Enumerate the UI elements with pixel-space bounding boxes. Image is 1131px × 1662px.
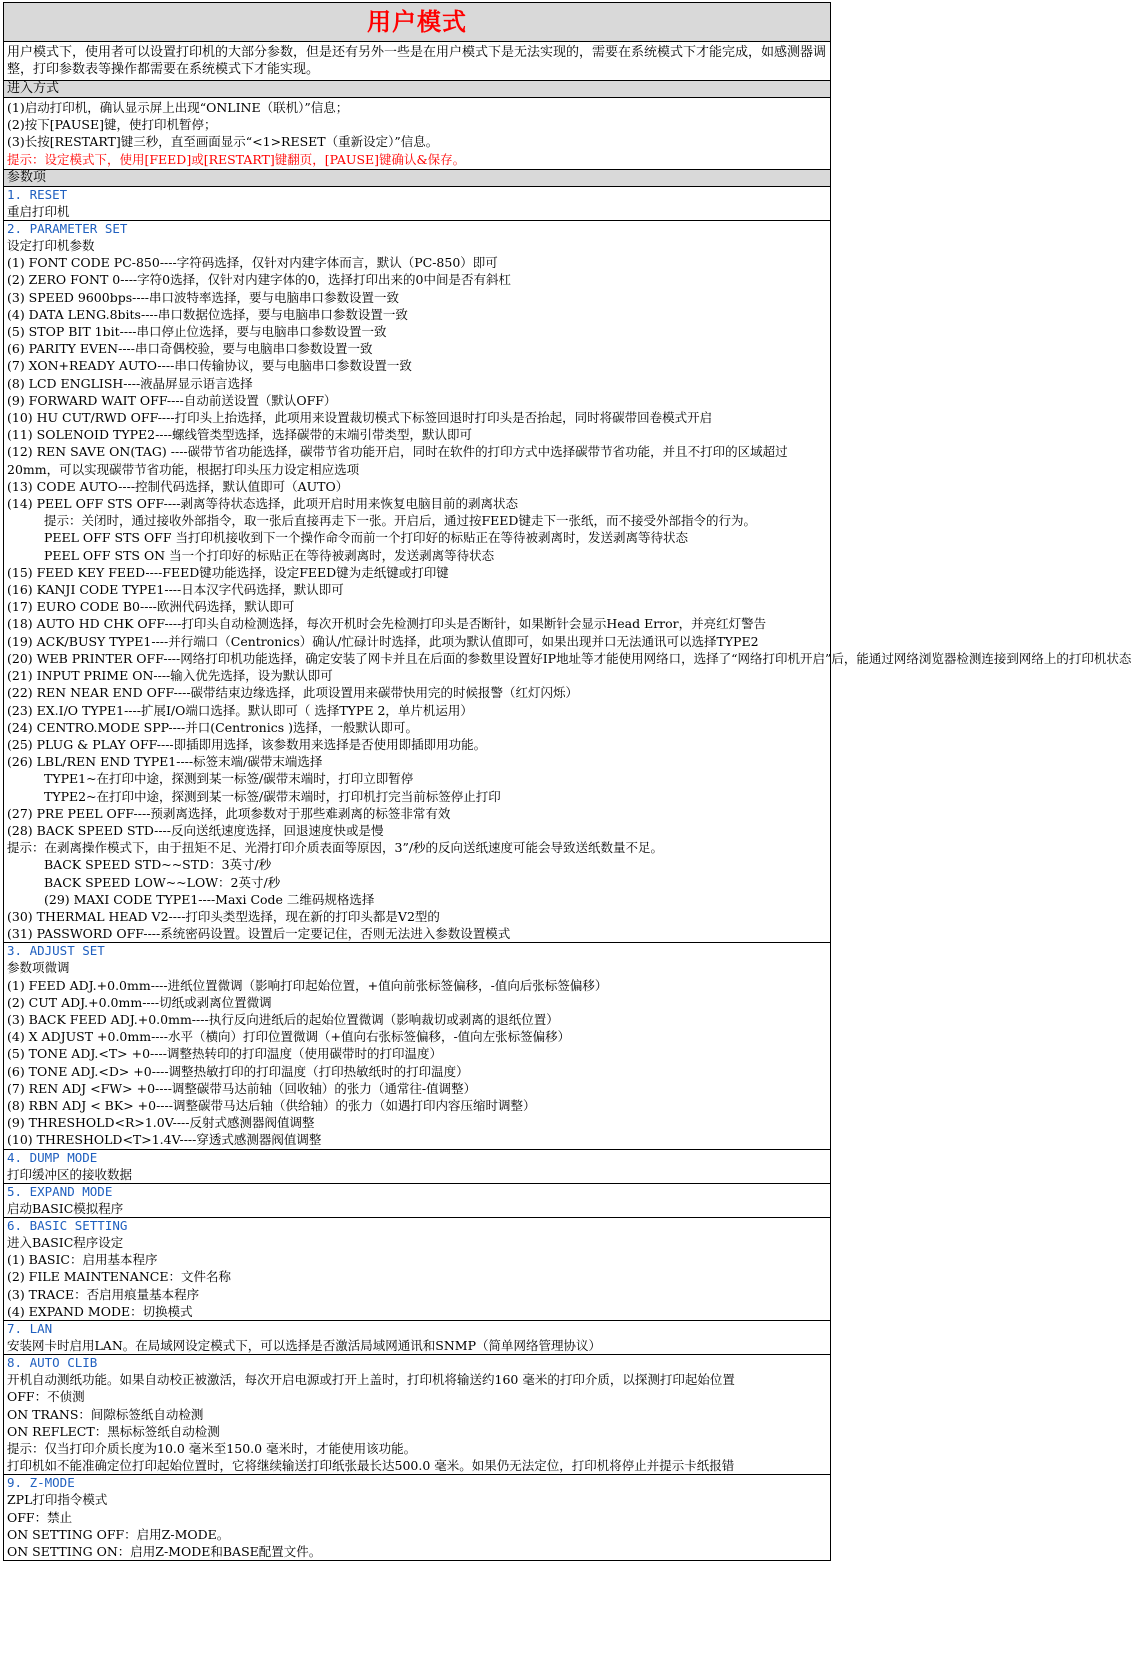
- section-line: (14) PEEL OFF STS OFF----剥离等待状态选择，此项开启时用来恢复电脑目前的剥离状态: [7, 496, 518, 512]
- section-6: [4, 1218, 830, 1321]
- section-line: (2) ZERO FONT 0----字符0选择，仅针对内建字体的0，选择打印出来的0中间是否有斜杠: [7, 272, 511, 288]
- section-line: OFF：禁止: [7, 1509, 73, 1525]
- entry-tip: 提示：设定模式下，使用[FEED]或[RESTART]键翻页，[PAUSE]键确认&保存。: [7, 151, 466, 167]
- section-line: ZPL打印指令模式: [7, 1492, 108, 1508]
- section-title: 2. PARAMETER SET: [7, 221, 128, 237]
- section-line: (24) CENTRO.MODE SPP----并口(Centronics )选择，一般默认即可。: [7, 719, 418, 735]
- section-line: (3) BACK FEED ADJ.+0.0mm----执行反向进纸后的起始位置微调（影响裁切或剥离的退纸位置）: [7, 1011, 559, 1027]
- section-line: 重启打印机: [7, 203, 70, 219]
- section-line: TYPE2~在打印中途，探测到某一标签/碳带末端时，打印机打完当前标签停止打印: [44, 788, 501, 804]
- section-line: ON REFLECT：黑标标签纸自动检测: [7, 1423, 220, 1439]
- section-line: (4) X ADJUST +0.0mm----水平（横向）打印位置微调（+值向右张标签偏移，-值向左张标签偏移）: [7, 1029, 571, 1045]
- section-line: (19) ACK/BUSY TYPE1----并行端口（Centronics）确认/忙碌计时选择，此项为默认值即可，如果出现并口无法通讯可以选择TYPE2: [7, 633, 759, 649]
- section-line: (1) BASIC：启用基本程序: [7, 1252, 158, 1268]
- section-line: 启动BASIC模拟程序: [7, 1200, 124, 1216]
- section-line: TYPE1~在打印中途，探测到某一标签/碳带末端时，打印立即暂停: [44, 771, 414, 787]
- section-line: (6) TONE ADJ.<D> +0----调整热敏打印的打印温度（打印热敏纸时的打印温度）: [7, 1063, 469, 1079]
- section-line: (10) THRESHOLD<T>1.4V----穿透式感测器阀值调整: [7, 1132, 322, 1148]
- section-line: (25) PLUG & PLAY OFF----即插即用选择，该参数用来选择是否使用即插即用功能。: [7, 736, 487, 752]
- section-line: (3) SPEED 9600bps----串口波特率选择，要与电脑串口参数设置一致: [7, 289, 400, 305]
- section-5: [4, 1184, 830, 1218]
- entry-step: (2)按下[PAUSE]键，使打印机暂停；: [7, 117, 217, 133]
- params-header: 参数项: [4, 170, 830, 187]
- section-line: PEEL OFF STS OFF 当打印机接收到下一个操作命令而前一个打印好的标贴正在等待被剥离时，发送剥离等待状态: [44, 530, 689, 546]
- section-line: (31) PASSWORD OFF----系统密码设置。设置后一定要记住，否则无法进入参数设置模式: [7, 926, 511, 942]
- section-line: (26) LBL/REN END TYPE1----标签末端/碳带末端选择: [7, 754, 323, 770]
- section-8: [4, 1355, 830, 1475]
- section-line: (8) RBN ADJ < BK> +0----调整碳带马达后轴（供给轴）的张力（如遇打印内容压缩时调整）: [7, 1097, 536, 1113]
- section-line: 提示：关闭时，通过接收外部指令，取一张后直接再走下一张。开启后，通过按FEED键走下一张纸，而不接受外部指令的行为。: [44, 513, 756, 529]
- section-line: (29) MAXI CODE TYPE1----Maxi Code 二维码规格选择: [44, 891, 375, 907]
- section-line: 开机自动测纸功能。如果自动校正被激活，每次开启电源或打开上盖时，打印机将输送约160 毫米的打印介质，以探测打印起始位置: [7, 1372, 735, 1388]
- section-line: (22) REN NEAR END OFF----碳带结束边缘选择，此项设置用来碳带快用完的时候报警（红灯闪烁）: [7, 685, 579, 701]
- section-line: (15) FEED KEY FEED----FEED键功能选择，设定FEED键为走纸键或打印键: [7, 564, 449, 580]
- section-line: 打印缓冲区的接收数据: [7, 1166, 133, 1182]
- section-line: (7) XON+READY AUTO----串口传输协议，要与电脑串口参数设置一致: [7, 358, 412, 374]
- section-line: (1) FONT CODE PC-850----字符码选择，仅针对内建字体而言，默认（PC-850）即可: [7, 255, 498, 271]
- section-line: (4) EXPAND MODE：切换模式: [7, 1303, 193, 1319]
- section-line: (6) PARITY EVEN----串口奇偶校验，要与电脑串口参数设置一致: [7, 341, 373, 357]
- section-line: 进入BASIC程序设定: [7, 1234, 124, 1250]
- entry-step: (1)启动打印机，确认显示屏上出现“ONLINE（联机）”信息；: [7, 100, 349, 115]
- section-line: (11) SOLENOID TYPE2----螺线管类型选择，选择碳带的末端引带类型，默认即可: [7, 427, 472, 443]
- section-line: BACK SPEED LOW~~LOW：2英寸/秒: [44, 874, 281, 890]
- section-title: 7. LAN: [7, 1321, 53, 1336]
- section-line: (28) BACK SPEED STD----反向送纸速度选择，回退速度快或是慢: [7, 822, 384, 838]
- section-line: (8) LCD ENGLISH----液晶屏显示语言选择: [7, 375, 253, 391]
- section-line: (30) THERMAL HEAD V2----打印头类型选择，现在新的打印头都是V2型的: [7, 908, 440, 924]
- section-line: (20) WEB PRINTER OFF----网络打印机功能选择，确定安装了网卡并且在后面的参数里设置好IP地址等才能使用网络口，选择了“网络打印机开启”后，能通过网络浏览器检测连接到网络上的打印机状态: [7, 650, 1131, 666]
- section-1: [4, 187, 830, 221]
- section-line: 安装网卡时启用LAN。在局域网设定模式下，可以选择是否激活局域网通讯和SNMP（简单网络管理协议）: [7, 1338, 601, 1353]
- section-4: [4, 1150, 830, 1184]
- section-line: 打印机如不能准确定位打印起始位置时，它将继续输送打印纸张最长达500.0 毫米。如果仍无法定位，打印机将停止并提示卡纸报错: [7, 1458, 735, 1474]
- section-line: (12) REN SAVE ON(TAG) ----碳带节省功能选择，碳带节省功能开启，同时在软件的打印方式中选择碳带节省功能，并且不打印的区域超过20mm，可以实现碳带节省功能，根据打印头压力设定相应选项: [7, 444, 788, 477]
- section-2: [4, 221, 1131, 943]
- user-mode-document: [3, 2, 1131, 1561]
- section-line: 参数项微调: [7, 960, 70, 976]
- section-line: 提示：仅当打印介质长度为10.0 毫米至150.0 毫米时，才能使用该功能。: [7, 1441, 417, 1457]
- section-line: PEEL OFF STS ON 当一个打印好的标贴正在等待被剥离时，发送剥离等待状态: [44, 547, 495, 563]
- section-line: (21) INPUT PRIME ON----输入优先选择，设为默认即可: [7, 668, 333, 684]
- section-line: (4) DATA LENG.8bits----串口数据位选择，要与电脑串口参数设置一致: [7, 306, 408, 322]
- entry-step: (3)长按[RESTART]键三秒，直至画面显示“<1>RESET（重新设定）”信息。: [7, 134, 439, 150]
- section-line: 提示：在剥离操作模式下，由于扭矩不足、光滑打印介质表面等原因，3”/秒的反向送纸速度可能会导致送纸数量不足。: [7, 840, 664, 856]
- section-line: (10) HU CUT/RWD OFF----打印头上抬选择，此项用来设置裁切模式下标签回退时打印头是否抬起，同时将碳带回卷模式开启: [7, 410, 713, 426]
- section-title: 8. AUTO CLIB: [7, 1355, 98, 1371]
- section-line: (2) CUT ADJ.+0.0mm----切纸或剥离位置微调: [7, 994, 272, 1010]
- section-line: ON SETTING ON：启用Z-MODE和BASE配置文件。: [7, 1544, 322, 1560]
- section-line: (16) KANJI CODE TYPE1----日本汉字代码选择，默认即可: [7, 582, 344, 598]
- section-line: BACK SPEED STD~~STD：3英寸/秒: [44, 857, 272, 873]
- section-line: (1) FEED ADJ.+0.0mm----进纸位置微调（影响打印起始位置，+值向前张标签偏移，-值向后张标签偏移）: [7, 977, 608, 993]
- section-line: ON SETTING OFF：启用Z-MODE。: [7, 1526, 230, 1542]
- section-3: [4, 943, 830, 1149]
- section-line: (7) REN ADJ <FW> +0----调整碳带马达前轴（回收轴）的张力（通常往-值调整）: [7, 1080, 477, 1096]
- section-title: 3. ADJUST SET: [7, 943, 105, 959]
- section-line: (23) EX.I/O TYPE1----扩展I/O端口选择。默认即可（ 选择TYPE 2，单片机运用）: [7, 702, 473, 718]
- section-title: 1. RESET: [7, 186, 68, 202]
- page-title: 用户模式: [4, 3, 830, 42]
- intro-text: 用户模式下，使用者可以设置打印机的大部分参数，但是还有另外一些是在用户模式下是无法实现的，需要在系统模式下才能完成，如感测器调整，打印参数表等操作都需要在系统模式下才能实现。: [4, 42, 830, 81]
- section-line: 设定打印机参数: [7, 238, 95, 254]
- section-line: (17) EURO CODE B0----欧洲代码选择，默认即可: [7, 599, 295, 615]
- section-9: [4, 1475, 830, 1560]
- section-line: (5) TONE ADJ.<T> +0----调整热转印的打印温度（使用碳带时的打印温度）: [7, 1046, 442, 1062]
- section-line: (9) FORWARD WAIT OFF----自动前送设置（默认OFF）: [7, 392, 337, 408]
- entry-block: [4, 98, 830, 170]
- section-title: 4. DUMP MODE: [7, 1149, 98, 1165]
- section-title: 6. BASIC SETTING: [7, 1217, 128, 1233]
- section-title: 9. Z-MODE: [7, 1475, 75, 1491]
- section-line: OFF：不侦测: [7, 1389, 85, 1405]
- section-line: (13) CODE AUTO----控制代码选择，默认值即可（AUTO）: [7, 478, 349, 494]
- section-title: 5. EXPAND MODE: [7, 1183, 113, 1199]
- section-line: (5) STOP BIT 1bit----串口停止位选择，要与电脑串口参数设置一致: [7, 324, 387, 340]
- section-line: (18) AUTO HD CHK OFF----打印头自动检测选择，每次开机时会先检测打印头是否断针，如果断针会显示Head Error，并亮红灯警告: [7, 616, 767, 632]
- section-line: (2) FILE MAINTENANCE：文件名称: [7, 1269, 231, 1285]
- section-line: (27) PRE PEEL OFF----预剥离选择，此项参数对于那些难剥离的标签非常有效: [7, 805, 451, 821]
- section-7: [4, 1321, 830, 1355]
- section-line: ON TRANS：间隙标签纸自动检测: [7, 1406, 204, 1422]
- section-line: (9) THRESHOLD<R>1.0V----反射式感测器阀值调整: [7, 1115, 315, 1131]
- section-line: (3) TRACE：否启用痕量基本程序: [7, 1286, 200, 1302]
- entry-header: 进入方式: [4, 81, 830, 98]
- sections-container: [4, 186, 1131, 1560]
